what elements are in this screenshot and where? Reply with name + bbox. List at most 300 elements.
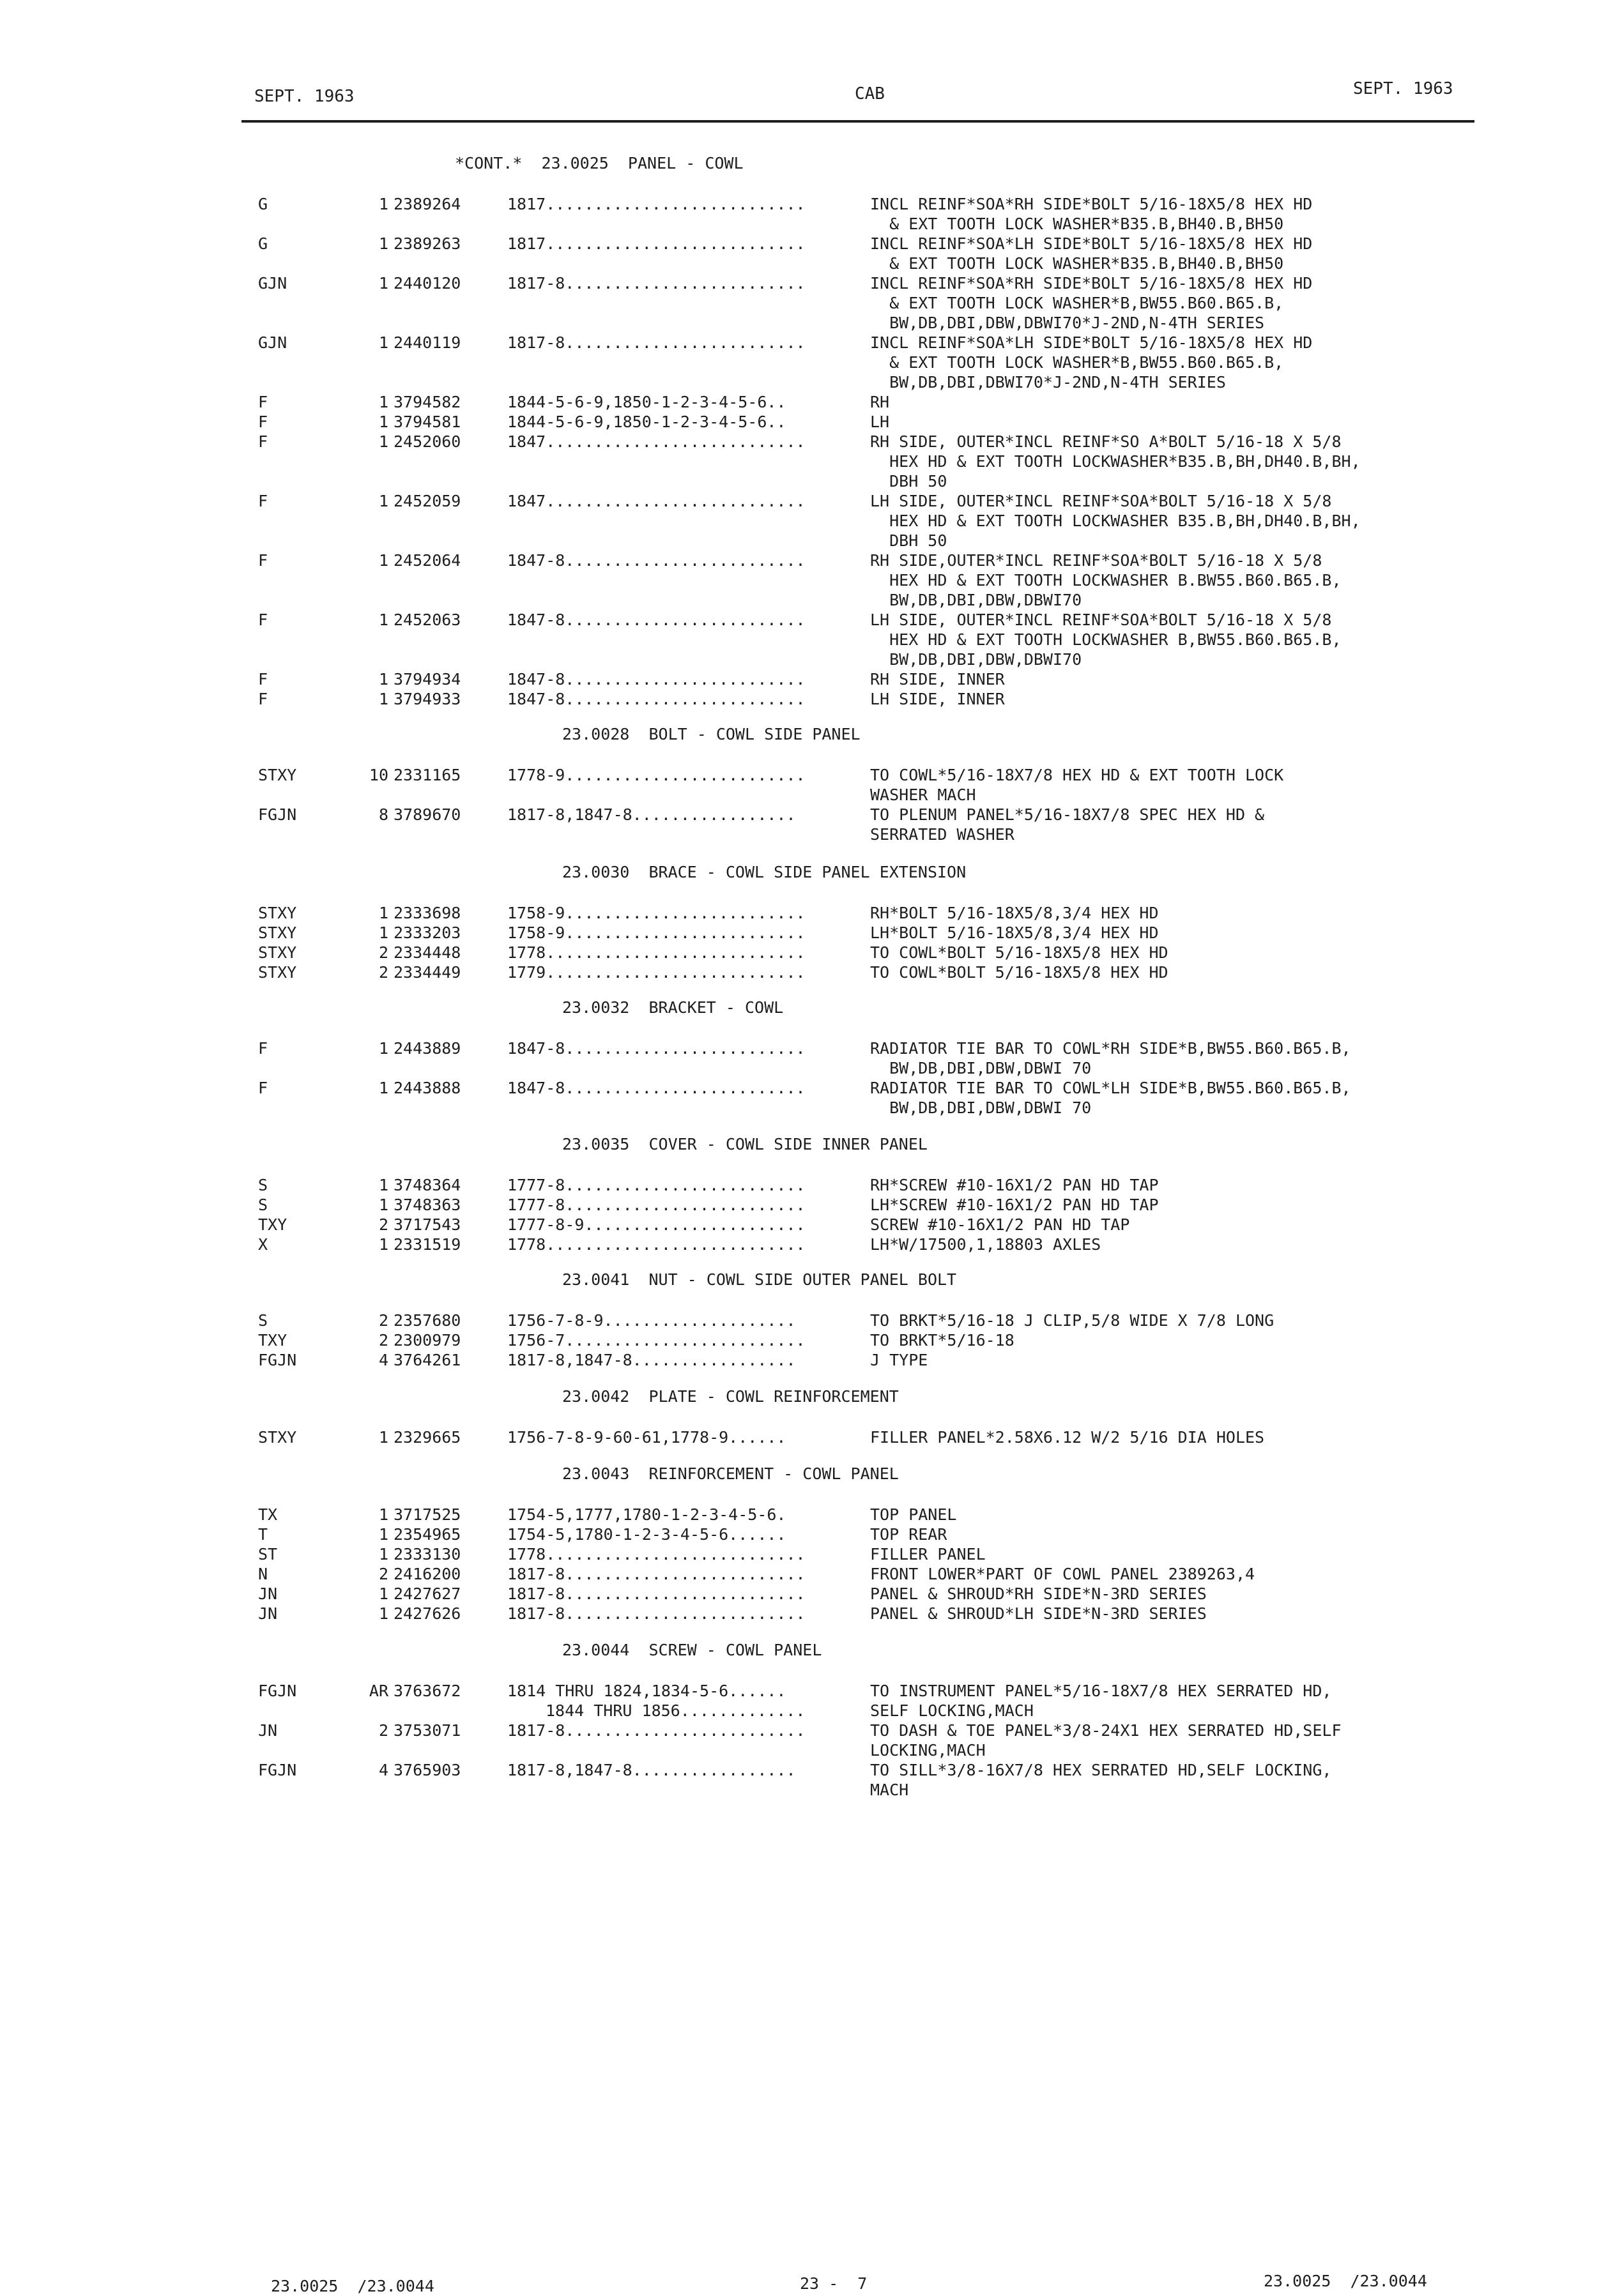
description-line: & EXT TOOTH LOCK WASHER*B35.B,BH40.B,BH50 [870, 254, 1284, 273]
application: 1817-8......................... [507, 333, 806, 352]
part-number: 2452064 [394, 551, 461, 570]
part-entry [0, 412, 1615, 432]
description-line: RADIATOR TIE BAR TO COWL*RH SIDE*B,BW55.B60.B65.B, [870, 1039, 1351, 1058]
description-line: RADIATOR TIE BAR TO COWL*LH SIDE*B,BW55.B60.B65.B, [870, 1079, 1351, 1097]
quantity: 1 [378, 234, 388, 253]
application: 1817-8......................... [507, 1585, 806, 1603]
description-line: DBH 50 [870, 472, 947, 490]
description [870, 1038, 1483, 1078]
model-code: F [258, 690, 268, 708]
parts-list [0, 144, 1615, 1800]
description [870, 903, 1483, 923]
part-entry [0, 805, 1615, 844]
section-title-text: 23.0030 BRACE - COWL SIDE PANEL EXTENSION [562, 863, 967, 881]
application: 1778........................... [507, 1545, 806, 1563]
part-number: 3748364 [394, 1176, 461, 1194]
model-code: ST [258, 1545, 278, 1563]
quantity: 1 [378, 670, 388, 688]
description-line: RH [870, 393, 890, 411]
section-title [0, 1640, 1615, 1662]
part-entry [0, 1038, 1615, 1078]
application: 1778........................... [507, 943, 806, 962]
description-line: TO COWL*5/16-18X7/8 HEX HD & EXT TOOTH LOCK [870, 766, 1284, 784]
header-date-left: SEPT. 1963 [254, 87, 355, 106]
model-code: F [258, 432, 268, 451]
quantity: 1 [378, 1196, 388, 1214]
application: 1754-5,1777,1780-1-2-3-4-5-6. [507, 1505, 786, 1524]
model-code: JN [258, 1721, 278, 1740]
description [870, 432, 1483, 491]
quantity: AR [369, 1682, 388, 1700]
part-number: 2443889 [394, 1039, 461, 1058]
quantity: 1 [378, 924, 388, 942]
model-code: F [258, 1079, 268, 1097]
description [870, 669, 1483, 689]
part-entry [0, 1544, 1615, 1564]
description-line: J TYPE [870, 1351, 928, 1369]
application: 1817-8......................... [507, 274, 806, 293]
description-line: TO DASH & TOE PANEL*3/8-24X1 HEX SERRATED HD,SELF [870, 1721, 1342, 1740]
footer-page-number: 23 - 7 [800, 2274, 868, 2293]
model-code: STXY [258, 963, 297, 982]
description [870, 805, 1483, 844]
description [870, 1681, 1483, 1721]
part-number: 3764261 [394, 1351, 461, 1369]
part-entry [0, 551, 1615, 610]
application: 1756-7-8-9.................... [507, 1311, 796, 1330]
description [870, 194, 1483, 234]
quantity: 4 [378, 1351, 388, 1369]
quantity: 1 [378, 904, 388, 922]
application: 1778........................... [507, 1235, 806, 1254]
description [870, 689, 1483, 709]
quantity: 1 [378, 1235, 388, 1254]
application: 1847-8......................... [507, 690, 806, 708]
description [870, 962, 1483, 982]
part-entry [0, 923, 1615, 943]
description-line: FRONT LOWER*PART OF COWL PANEL 2389263,4 [870, 1565, 1255, 1583]
model-code: STXY [258, 904, 297, 922]
application: 1844-5-6-9,1850-1-2-3-4-5-6.. [507, 393, 786, 411]
part-entry [0, 234, 1615, 273]
description [870, 923, 1483, 943]
section-title-text: 23.0028 BOLT - COWL SIDE PANEL [562, 725, 861, 743]
model-code: FGJN [258, 1682, 297, 1700]
quantity: 1 [378, 1176, 388, 1194]
part-number: 2427626 [394, 1604, 461, 1623]
part-entry [0, 1584, 1615, 1604]
description-line: LH SIDE, OUTER*INCL REINF*SOA*BOLT 5/16-18 X 5/8 [870, 611, 1332, 629]
application: 1777-8-9....................... [507, 1215, 806, 1234]
description-line: BW,DB,DBI,DBW,DBWI70 [870, 591, 1082, 609]
application: 1814 THRU 1824,1834-5-6...... [507, 1682, 786, 1700]
part-entry [0, 903, 1615, 923]
header-date-right: SEPT. 1963 [1353, 79, 1453, 98]
quantity: 1 [378, 1525, 388, 1544]
quantity: 1 [378, 1505, 388, 1524]
part-entry [0, 1760, 1615, 1800]
part-number: 2440119 [394, 333, 461, 352]
application: 1847-8......................... [507, 670, 806, 688]
application: 1756-7-8-9-60-61,1778-9...... [507, 1428, 786, 1447]
application: 1778-9......................... [507, 766, 806, 784]
model-code: STXY [258, 943, 297, 962]
part-number: 2354965 [394, 1525, 461, 1544]
description [870, 491, 1483, 551]
description [870, 1215, 1483, 1235]
part-entry [0, 392, 1615, 412]
quantity: 2 [378, 1311, 388, 1330]
quantity: 2 [378, 1215, 388, 1234]
part-number: 2331519 [394, 1235, 461, 1254]
description-line: SERRATED WASHER [870, 825, 1014, 844]
description-line: HEX HD & EXT TOOTH LOCKWASHER B.BW55.B60.B65.B, [870, 571, 1342, 589]
section-title [0, 1270, 1615, 1291]
part-number: 2440120 [394, 274, 461, 293]
description-line: BW,DB,DBI,DBW,DBWI 70 [870, 1099, 1092, 1117]
description-line: TOP REAR [870, 1525, 947, 1544]
part-number: 3753071 [394, 1721, 461, 1740]
quantity: 2 [378, 963, 388, 982]
quantity: 1 [378, 195, 388, 213]
description-line: TO PLENUM PANEL*5/16-18X7/8 SPEC HEX HD & [870, 805, 1265, 824]
description-line: TO BRKT*5/16-18 [870, 1331, 1014, 1349]
quantity: 1 [378, 1604, 388, 1623]
model-code: F [258, 492, 268, 510]
part-entry [0, 1427, 1615, 1447]
part-entry [0, 1311, 1615, 1330]
description-line: RH SIDE,OUTER*INCL REINF*SOA*BOLT 5/16-18 X 5/8 [870, 551, 1322, 570]
application: 1817........................... [507, 195, 806, 213]
model-code: GJN [258, 274, 287, 293]
section-title [0, 1387, 1615, 1408]
description [870, 412, 1483, 432]
footer-range-right: 23.0025 /23.0044 [1264, 2272, 1427, 2290]
part-number: 3794582 [394, 393, 461, 411]
description-line: TO INSTRUMENT PANEL*5/16-18X7/8 HEX SERRATED HD, [870, 1682, 1332, 1700]
quantity: 1 [378, 1039, 388, 1058]
quantity: 1 [378, 333, 388, 352]
description-line: WASHER MACH [870, 786, 976, 804]
quantity: 2 [378, 1565, 388, 1583]
part-entry [0, 1235, 1615, 1254]
application: 1847........................... [507, 492, 806, 510]
header-rule [241, 120, 1474, 123]
description-line: INCL REINF*SOA*LH SIDE*BOLT 5/16-18X5/8 HEX HD [870, 234, 1313, 253]
description [870, 1760, 1483, 1800]
description-line: RH*SCREW #10-16X1/2 PAN HD TAP [870, 1176, 1159, 1194]
quantity: 1 [378, 413, 388, 431]
part-number: 2452063 [394, 611, 461, 629]
model-code: STXY [258, 766, 297, 784]
description [870, 1235, 1483, 1254]
description [870, 610, 1483, 669]
description-line: LH*W/17500,1,18803 AXLES [870, 1235, 1101, 1254]
part-entry [0, 1350, 1615, 1370]
part-entry [0, 273, 1615, 333]
part-number: 2452059 [394, 492, 461, 510]
part-entry [0, 1195, 1615, 1215]
description-line: & EXT TOOTH LOCK WASHER*B,BW55.B60.B65.B, [870, 294, 1284, 312]
quantity: 1 [378, 492, 388, 510]
application: 1817-8,1847-8................. [507, 805, 796, 824]
part-number: 2300979 [394, 1331, 461, 1349]
part-number: 2334448 [394, 943, 461, 962]
application-continued: 1844 THRU 1856............. [546, 1701, 806, 1720]
quantity: 1 [378, 274, 388, 293]
part-number: 2333203 [394, 924, 461, 942]
description-line: LH [870, 413, 890, 431]
part-number: 2416200 [394, 1565, 461, 1583]
part-entry [0, 1721, 1615, 1760]
section-title [0, 1464, 1615, 1486]
description-line: TO SILL*3/8-16X7/8 HEX SERRATED HD,SELF LOCKING, [870, 1761, 1332, 1779]
description-line: SCREW #10-16X1/2 PAN HD TAP [870, 1215, 1130, 1234]
model-code: F [258, 413, 268, 431]
application: 1779........................... [507, 963, 806, 982]
quantity: 1 [378, 1545, 388, 1563]
description-line: TO COWL*BOLT 5/16-18X5/8 HEX HD [870, 963, 1168, 982]
application: 1847-8......................... [507, 1079, 806, 1097]
part-number: 2333698 [394, 904, 461, 922]
application: 1817-8......................... [507, 1565, 806, 1583]
quantity: 1 [378, 551, 388, 570]
description-line: PANEL & SHROUD*LH SIDE*N-3RD SERIES [870, 1604, 1207, 1623]
quantity: 4 [378, 1761, 388, 1779]
quantity: 1 [378, 611, 388, 629]
description-line: FILLER PANEL [870, 1545, 986, 1563]
description [870, 1427, 1483, 1447]
description-line: & EXT TOOTH LOCK WASHER*B35.B,BH40.B,BH50 [870, 215, 1284, 233]
application: 1847-8......................... [507, 1039, 806, 1058]
model-code: STXY [258, 924, 297, 942]
description [870, 551, 1483, 610]
description-line: INCL REINF*SOA*LH SIDE*BOLT 5/16-18X5/8 HEX HD [870, 333, 1313, 352]
application: 1758-9......................... [507, 904, 806, 922]
part-number: 3794933 [394, 690, 461, 708]
application: 1817........................... [507, 234, 806, 253]
application: 1847-8......................... [507, 611, 806, 629]
part-number: 3748363 [394, 1196, 461, 1214]
model-code: X [258, 1235, 268, 1254]
application: 1847-8......................... [507, 551, 806, 570]
model-code: FGJN [258, 1351, 297, 1369]
description-line: SELF LOCKING,MACH [870, 1701, 1034, 1720]
part-number: 2443888 [394, 1079, 461, 1097]
model-code: S [258, 1176, 268, 1194]
application: 1817-8......................... [507, 1721, 806, 1740]
application: 1756-7......................... [507, 1331, 806, 1349]
section-title-text: 23.0042 PLATE - COWL REINFORCEMENT [562, 1387, 899, 1406]
part-entry [0, 669, 1615, 689]
quantity: 1 [378, 432, 388, 451]
model-code: F [258, 670, 268, 688]
description-line: BW,DB,DBI,DBWI70*J-2ND,N-4TH SERIES [870, 373, 1226, 392]
part-number: 2333130 [394, 1545, 461, 1563]
description [870, 1604, 1483, 1623]
model-code: F [258, 551, 268, 570]
part-entry [0, 1078, 1615, 1118]
part-number: 3717543 [394, 1215, 461, 1234]
description-line: PANEL & SHROUD*RH SIDE*N-3RD SERIES [870, 1585, 1207, 1603]
part-number: 3717525 [394, 1505, 461, 1524]
section-title-text: 23.0032 BRACKET - COWL [562, 998, 784, 1017]
model-code: TXY [258, 1331, 287, 1349]
model-code: FGJN [258, 1761, 297, 1779]
description-line: & EXT TOOTH LOCK WASHER*B,BW55.B60.B65.B, [870, 353, 1284, 372]
quantity: 2 [378, 1331, 388, 1349]
part-number: 2331165 [394, 766, 461, 784]
application: 1758-9......................... [507, 924, 806, 942]
quantity: 10 [369, 766, 388, 784]
application: 1817-8,1847-8................. [507, 1351, 796, 1369]
section-title [0, 724, 1615, 746]
part-entry [0, 1330, 1615, 1350]
description-line: HEX HD & EXT TOOTH LOCKWASHER B,BW55.B60.B65.B, [870, 630, 1342, 649]
part-entry [0, 943, 1615, 962]
part-number: 3794581 [394, 413, 461, 431]
part-entry [0, 1564, 1615, 1584]
section-title-text: *CONT.* 23.0025 PANEL - COWL [455, 154, 744, 172]
application: 1754-5,1780-1-2-3-4-5-6...... [507, 1525, 786, 1544]
part-entry [0, 333, 1615, 392]
description [870, 1330, 1483, 1350]
section-title [0, 1134, 1615, 1156]
model-code: T [258, 1525, 268, 1544]
model-code: FGJN [258, 805, 297, 824]
section-title-text: 23.0035 COVER - COWL SIDE INNER PANEL [562, 1135, 928, 1153]
part-entry [0, 1505, 1615, 1524]
part-number: 2427627 [394, 1585, 461, 1603]
part-number: 3765903 [394, 1761, 461, 1779]
part-entry [0, 765, 1615, 805]
description-line: RH SIDE, INNER [870, 670, 1005, 688]
model-code: JN [258, 1585, 278, 1603]
description-line: BW,DB,DBI,DBW,DBWI70*J-2ND,N-4TH SERIES [870, 314, 1265, 332]
description [870, 1078, 1483, 1118]
description-line: LOCKING,MACH [870, 1741, 986, 1760]
section-title-text: 23.0041 NUT - COWL SIDE OUTER PANEL BOLT [562, 1270, 957, 1289]
description-line: TO BRKT*5/16-18 J CLIP,5/8 WIDE X 7/8 LONG [870, 1311, 1274, 1330]
description [870, 1524, 1483, 1544]
part-entry [0, 610, 1615, 669]
description-line: LH*SCREW #10-16X1/2 PAN HD TAP [870, 1196, 1159, 1214]
description-line: TOP PANEL [870, 1505, 957, 1524]
section-title [0, 862, 1615, 884]
model-code: G [258, 195, 268, 213]
part-number: 2329665 [394, 1428, 461, 1447]
section-title [0, 998, 1615, 1019]
part-number: 3763672 [394, 1682, 461, 1700]
quantity: 2 [378, 943, 388, 962]
section-title-text: 23.0043 REINFORCEMENT - COWL PANEL [562, 1464, 899, 1483]
description-line: DBH 50 [870, 531, 947, 550]
description-line: LH SIDE, INNER [870, 690, 1005, 708]
part-number: 2389263 [394, 234, 461, 253]
part-number: 2357680 [394, 1311, 461, 1330]
part-number: 3794934 [394, 670, 461, 688]
part-entry [0, 432, 1615, 491]
header-section-title: CAB [855, 84, 885, 103]
application: 1847........................... [507, 432, 806, 451]
model-code: F [258, 393, 268, 411]
description [870, 1505, 1483, 1524]
application: 1817-8,1847-8................. [507, 1761, 796, 1779]
description-line: RH SIDE, OUTER*INCL REINF*SO A*BOLT 5/16-18 X 5/8 [870, 432, 1342, 451]
description [870, 333, 1483, 392]
description [870, 1195, 1483, 1215]
model-code: GJN [258, 333, 287, 352]
description-line: RH*BOLT 5/16-18X5/8,3/4 HEX HD [870, 904, 1159, 922]
description-line: INCL REINF*SOA*RH SIDE*BOLT 5/16-18X5/8 HEX HD [870, 274, 1313, 293]
part-entry [0, 962, 1615, 982]
description-line: LH*BOLT 5/16-18X5/8,3/4 HEX HD [870, 924, 1159, 942]
part-entry [0, 1604, 1615, 1623]
description [870, 1721, 1483, 1760]
model-code: G [258, 234, 268, 253]
description-line: LH SIDE, OUTER*INCL REINF*SOA*BOLT 5/16-18 X 5/8 [870, 492, 1332, 510]
description-line: HEX HD & EXT TOOTH LOCKWASHER B35.B,BH,DH40.B,BH, [870, 512, 1361, 530]
model-code: S [258, 1311, 268, 1330]
description-line: FILLER PANEL*2.58X6.12 W/2 5/16 DIA HOLES [870, 1428, 1265, 1447]
quantity: 1 [378, 1079, 388, 1097]
quantity: 8 [378, 805, 388, 824]
footer-range-left: 23.0025 /23.0044 [271, 2277, 434, 2295]
part-number: 2452060 [394, 432, 461, 451]
part-number: 3789670 [394, 805, 461, 824]
part-entry [0, 1524, 1615, 1544]
quantity: 2 [378, 1721, 388, 1740]
description [870, 1564, 1483, 1584]
model-code: TX [258, 1505, 278, 1524]
description [870, 1544, 1483, 1564]
part-entry [0, 1175, 1615, 1195]
description-line: HEX HD & EXT TOOTH LOCKWASHER*B35.B,BH,DH40.B,BH, [870, 452, 1361, 471]
model-code: TXY [258, 1215, 287, 1234]
model-code: S [258, 1196, 268, 1214]
model-code: JN [258, 1604, 278, 1623]
model-code: F [258, 611, 268, 629]
quantity: 1 [378, 1585, 388, 1603]
description-line: BW,DB,DBI,DBW,DBWI 70 [870, 1059, 1092, 1077]
description [870, 1175, 1483, 1195]
quantity: 1 [378, 1428, 388, 1447]
description [870, 1311, 1483, 1330]
description [870, 1584, 1483, 1604]
application: 1817-8......................... [507, 1604, 806, 1623]
model-code: N [258, 1565, 268, 1583]
description [870, 234, 1483, 273]
part-number: 2334449 [394, 963, 461, 982]
part-entry [0, 689, 1615, 709]
model-code: F [258, 1039, 268, 1058]
description [870, 392, 1483, 412]
description [870, 765, 1483, 805]
description [870, 1350, 1483, 1370]
application: 1777-8......................... [507, 1176, 806, 1194]
application: 1844-5-6-9,1850-1-2-3-4-5-6.. [507, 413, 786, 431]
quantity: 1 [378, 393, 388, 411]
model-code: STXY [258, 1428, 297, 1447]
part-entry [0, 491, 1615, 551]
section-title-text: 23.0044 SCREW - COWL PANEL [562, 1641, 822, 1659]
part-number: 2389264 [394, 195, 461, 213]
description [870, 273, 1483, 333]
description-line: MACH [870, 1781, 909, 1799]
description-line: TO COWL*BOLT 5/16-18X5/8 HEX HD [870, 943, 1168, 962]
description [870, 943, 1483, 962]
part-entry [0, 194, 1615, 234]
